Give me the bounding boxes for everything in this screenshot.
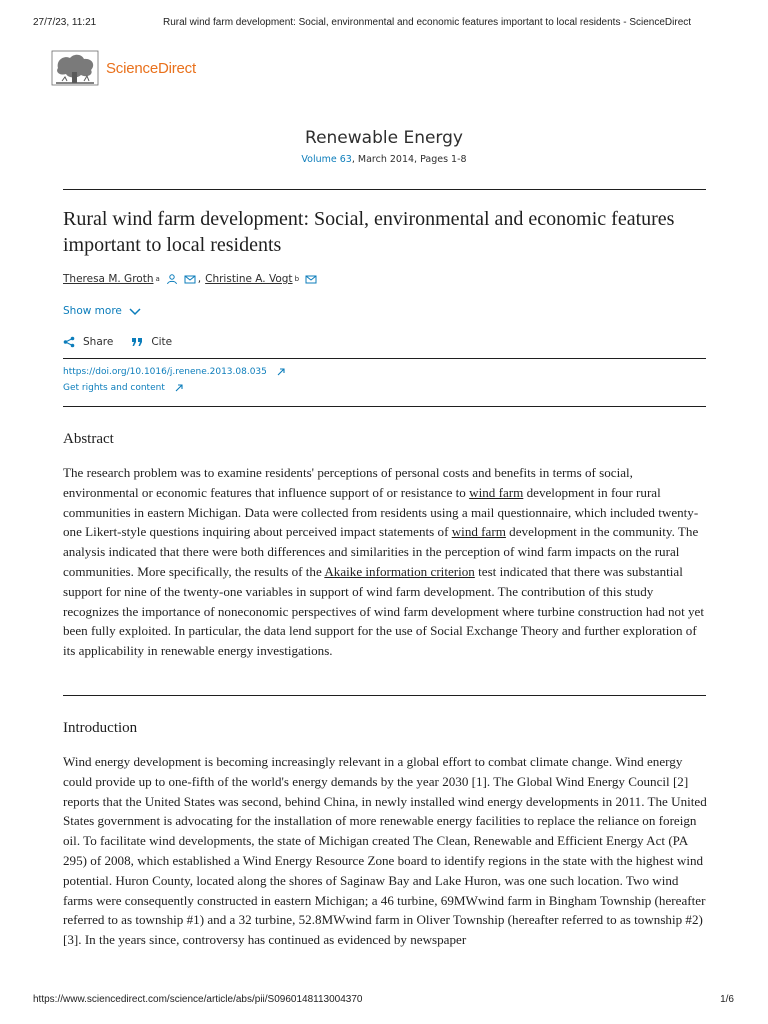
article-title: Rural wind farm development: Social, environmental and economic features important to local residents — [63, 208, 675, 256]
affiliation-marker: b — [294, 275, 300, 283]
introduction-heading: Introduction — [63, 720, 138, 736]
journal-issue — [0, 154, 768, 165]
cite-button[interactable] — [131, 336, 172, 348]
author-list — [63, 273, 317, 285]
rights-text: Get rights and content — [63, 383, 165, 393]
author-separator: , — [197, 273, 202, 285]
quote-icon — [131, 337, 143, 347]
divider — [63, 406, 706, 407]
volume-link[interactable]: Volume 63 — [301, 154, 352, 165]
issue-details: , March 2014, Pages 1-8 — [351, 154, 467, 165]
abstract-heading: Abstract — [63, 431, 114, 447]
share-button[interactable] — [63, 336, 113, 348]
external-link-icon — [173, 383, 185, 393]
divider — [63, 695, 706, 696]
share-icon — [63, 336, 75, 348]
show-more-label: Show more — [63, 305, 122, 317]
wind-farm-link[interactable]: wind farm — [451, 524, 506, 540]
external-link-icon — [275, 367, 287, 377]
affiliation-marker: a — [155, 275, 160, 283]
envelope-icon[interactable] — [184, 274, 196, 284]
wind-farm-link[interactable]: wind farm — [469, 484, 524, 500]
journal-name[interactable]: Renewable Energy — [305, 128, 463, 148]
doi-link[interactable] — [63, 367, 287, 377]
envelope-icon[interactable] — [305, 274, 317, 284]
print-page-title: Rural wind farm development: Social, environmental and economic features important to local residents - ScienceDirect — [163, 17, 692, 28]
divider — [63, 189, 706, 190]
sciencedirect-logo[interactable] — [50, 50, 196, 86]
journal-info — [0, 128, 768, 165]
person-icon[interactable] — [166, 274, 178, 284]
elsevier-tree-icon — [50, 50, 100, 86]
rights-link[interactable] — [63, 383, 185, 393]
article-actions — [63, 336, 190, 348]
introduction-text: Wind energy development is becoming increasingly relevant in a global effort to combat climate change. Wind energy could provide up to one-fifth of the world's energy demands by the year 2030 [1]. The Global Wind Energy Council [2] reports that the United States was second, behind China, in newly installed wind energy developments in 2011. The United States government is advocating for the installation of more renewable energy facilities to replace the reliance on foreign oil. To facilitate wind developments, the state of Michigan created The Clean, Renewable and Efficient Energy Act (PA 295) of 2008, which established a Wind Energy Resource Zone board to identify regions in the state with the highest wind potential. Huron County, located along the shores of Saginaw Bay and Lake Huron, was one such location. Two wind farms were consequently constructed in eastern Michigan; a 46 turbine, 69MWwind farm in Bingham Township (hereafter referred to as township #1) and a 32 turbine, 52.8MWwind farm in Oliver Township (hereafter referred to as township #2) [3]. In the years since, controversy has continued as evidenced by newspaper — [63, 754, 707, 948]
abstract-text: The research problem was to examine residents' perceptions of personal costs and benefits in terms of social, environmental or economic features that influence support of or resistance to wind farm development in four rural communities in eastern Michigan. Data were collected from residents using a mail questionnaire, which included twenty-one Likert-style questions inquiring about perceived impact statements of wind farm development in the community. The analysis indicated that there were both differences and similarities in the perception of wind farm impacts on the rural communities. More specifically, the results of the Akaike information criterion test indicated that there was substantial support for nine of the twenty-one variables in support of wind farm development. The contribution of this study recognizes the importance of noneconomic perspectives of wind farm development where turbine construction had not yet been fully exploited. In particular, the data lend support for the use of Social Exchange Theory and further exploration of its applicability in renewable energy investigations. — [63, 465, 705, 659]
share-label: Share — [83, 336, 114, 348]
brand-name: ScienceDirect — [106, 59, 196, 77]
author-name[interactable]: Theresa M. Groth — [63, 273, 154, 285]
print-url: https://www.sciencedirect.com/science/article/abs/pii/S0960148113004370 — [33, 994, 363, 1005]
doi-text: https://doi.org/10.1016/j.renene.2013.08.035 — [63, 367, 267, 377]
page-number: 1/6 — [720, 994, 734, 1005]
akaike-link[interactable]: Akaike information criterion — [324, 563, 475, 579]
show-more-button[interactable] — [63, 305, 142, 317]
cite-label: Cite — [151, 336, 173, 348]
author-name[interactable]: Christine A. Vogt — [205, 273, 293, 285]
print-date: 27/7/23, 11:21 — [33, 17, 97, 28]
chevron-down-icon — [128, 306, 142, 316]
divider — [63, 358, 706, 359]
